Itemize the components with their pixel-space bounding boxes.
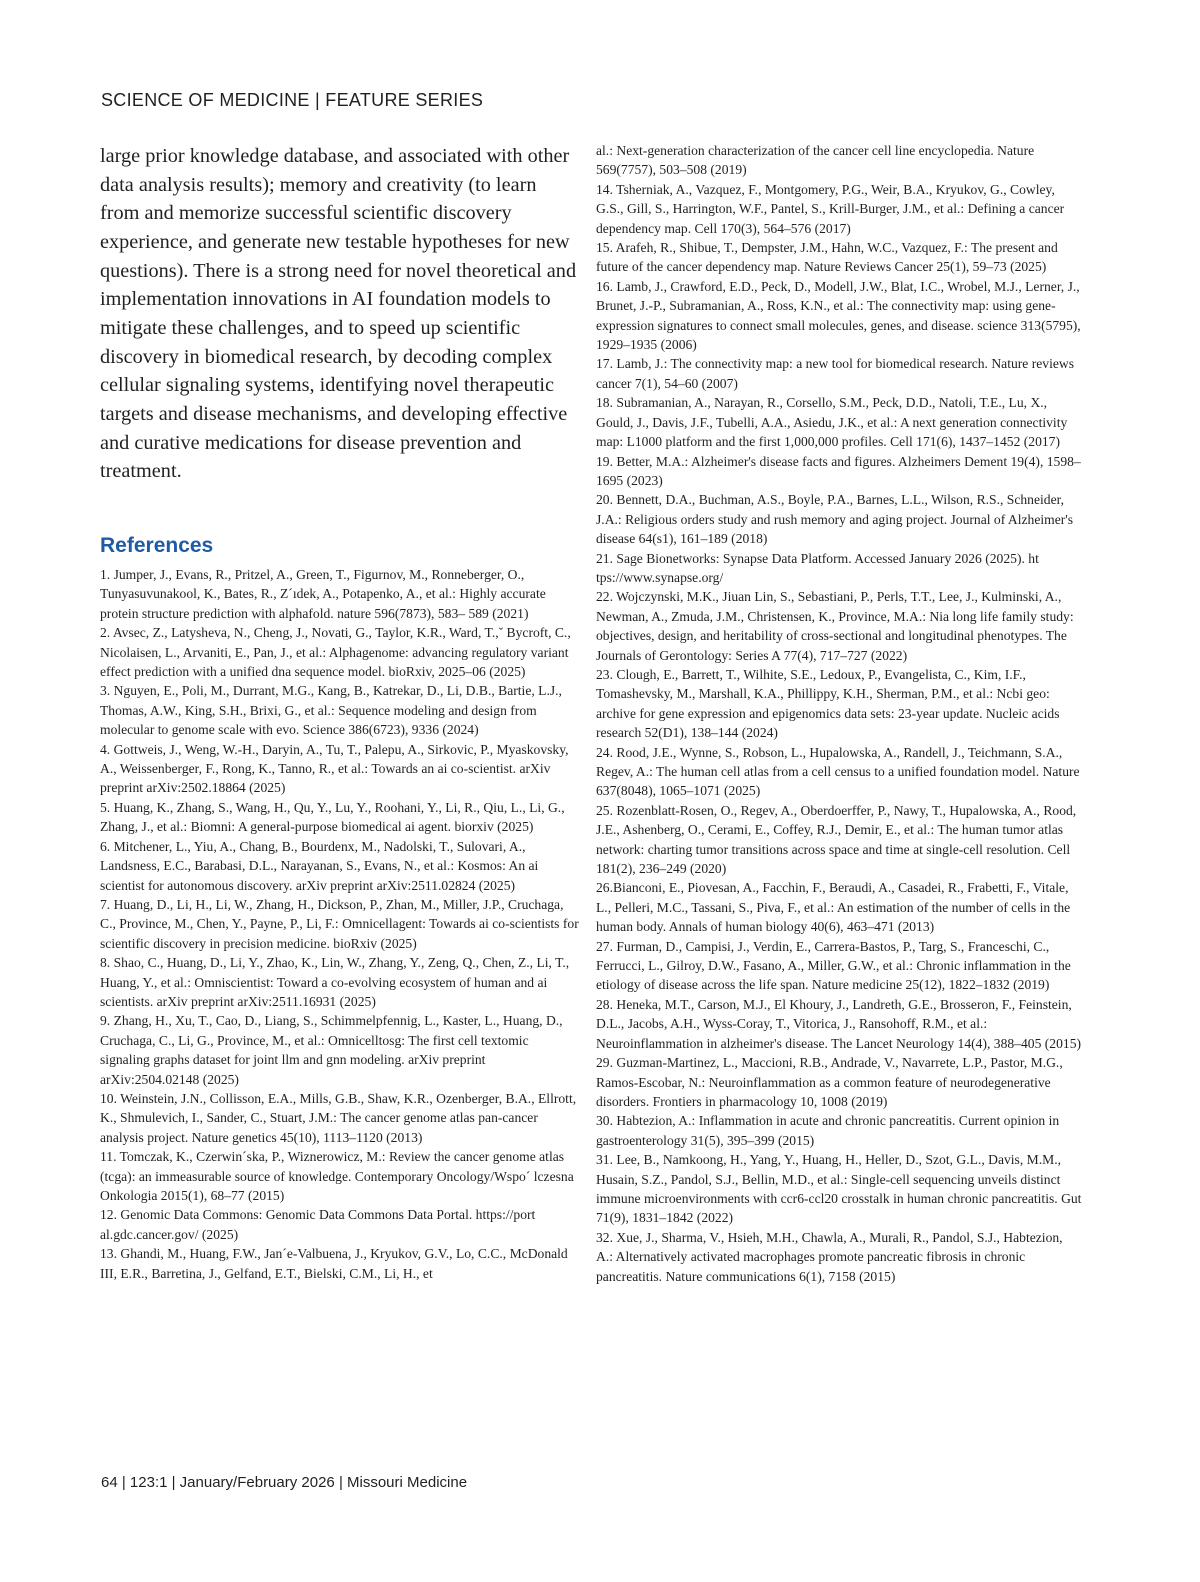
reference-item: 5. Huang, K., Zhang, S., Wang, H., Qu, Y., Lu, Y., Roohani, Y., Li, R., Qiu, L., Li, G., Zhang, J., et al.: Biomni: A general-purpose biomedical ai agent. biorxiv (2025): [100, 799, 565, 835]
reference-item: 29. Guzman-Martinez, L., Maccioni, R.B., Andrade, V., Navarrete, L.P., Pastor, M.G., Ramos-Escobar, N.: Neuroinflammation as a common feature of neurodegenerative disorders. Frontiers in pharmacology 10, 1008 (2019): [596, 1055, 1063, 1109]
reference-item: 30. Habtezion, A.: Inflammation in acute and chronic pancreatitis. Current opinion in gastroenterology 31(5), 395–399 (2015): [596, 1113, 1060, 1148]
running-header: SCIENCE OF MEDICINE | FEATURE SERIES: [101, 90, 484, 110]
reference-item: 13. Ghandi, M., Huang, F.W., Jan´e-Valbuena, J., Kryukov, G.V., Lo, C.C., McDonald III, E.R., Barretina, J., Gelfand, E.T., Bielski, C.M., Li, H., et: [100, 1246, 568, 1281]
reference-item: 1. Jumper, J., Evans, R., Pritzel, A., Green, T., Figurnov, M., Ronneberger, O., Tunyasuvunakool, K., Bates, R., Z´ıdek, A., Potapenko, A., et al.: Highly accurate protein structure prediction with alphafold. nature 596(7873), 583– 589 (2021): [100, 567, 546, 621]
reference-item: 32. Xue, J., Sharma, V., Hsieh, M.H., Chawla, A., Murali, R., Pandol, S.J., Habtezion, A.: Alternatively activated macrophages promote pancreatic fibrosis in chronic pancreatitis. Nature communications 6(1), 7158 (2015): [596, 1229, 1063, 1284]
reference-item: 7. Huang, D., Li, H., Li, W., Zhang, H., Dickson, P., Zhan, M., Miller, J.P., Cruchaga, C., Province, M., Chen, Y., Payne, P., Li, F.: Omnicellagent: Towards ai co-scientists for scientific discovery in precision medicine. bioRxiv (2025): [100, 896, 579, 951]
reference-item: 25. Rozenblatt-Rosen, O., Regev, A., Oberdoerffer, P., Nawy, T., Hupalowska, A., Rood, J.E., Ashenberg, O., Cerami, E., Coffey, R.J., Demir, E., et al.: The human tumor atlas network: charting tumor transitions across space and time at single-cell resolution. Cell 181(2), 236–249 (2020): [596, 802, 1077, 877]
reference-item: 24. Rood, J.E., Wynne, S., Robson, L., Hupalowska, A., Randell, J., Teichmann, S.A., Regev, A.: The human cell atlas from a cell census to a unified foundation model. Nature 637(8048), 1065–1071 (2025): [596, 744, 1080, 799]
reference-item: 14. Tsherniak, A., Vazquez, F., Montgomery, P.G., Weir, B.A., Kryukov, G., Cowley, G.S., Gill, S., Harrington, W.F., Pantel, S., Krill-Burger, J.M., et al.: Defining a cancer dependency map. Cell 170(3), 564–576 (2017): [596, 181, 1065, 236]
reference-item: 3. Nguyen, E., Poli, M., Durrant, M.G., Kang, B., Katrekar, D., Li, D.B., Bartie, L.J., Thomas, A.W., King, S.H., Brixi, G., et al.: Sequence modeling and design from molecular to genome scale with evo. Science 386(6723), 9336 (2024): [100, 683, 562, 738]
reference-item: 8. Shao, C., Huang, D., Li, Y., Zhao, K., Lin, W., Zhang, Y., Zeng, Q., Chen, Z., Li, T., Huang, Y., et al.: Omniscientist: Toward a co-evolving ecosystem of human and ai scientists. arXiv preprint arXiv:2511.16931 (2025): [100, 955, 570, 1009]
reference-item: 6. Mitchener, L., Yiu, A., Chang, B., Bourdenx, M., Nadolski, T., Sulovari, A., Landsness, E.C., Barabasi, D.L., Narayanan, S., Evans, N., et al.: Kosmos: An ai scientist for autonomous discovery. arXiv preprint arXiv:2511.02824 (2025): [100, 838, 539, 893]
reference-item: 19. Better, M.A.: Alzheimer's disease facts and figures. Alzheimers Dement 19(4), 1598–1695 (2023): [596, 453, 1081, 488]
references-list-left: [100, 565, 580, 1283]
reference-item: 20. Bennett, D.A., Buchman, A.S., Boyle, P.A., Barnes, L.L., Wilson, R.S., Schneider, J.A.: Religious orders study and rush memory and aging project. Journal of Alzheimer's disease 64(s1), 161–189 (2018): [596, 492, 1074, 547]
reference-item: 23. Clough, E., Barrett, T., Wilhite, S.E., Ledoux, P., Evangelista, C., Kim, I.F., Tomashevsky, M., Marshall, K.A., Phillippy, K.H., Sherman, P.M., et al.: Ncbi geo: archive for gene expression and epigenomics data sets: 23-year update. Nucleic acids research 52(D1), 138–144 (2024): [596, 666, 1060, 741]
body-paragraph: large prior knowledge database, and associated with other data analysis results); memory and creativity (to learn from and memorize successful scientific discovery experience, and generate new testable hypotheses for new questions). There is a strong need for novel theoretical and implementation innovations in AI foundation models to mitigate these challenges, and to speed up scientific discovery in biomedical research, by decoding complex cellular signaling systems, identifying novel therapeutic targets and disease mechanisms, and developing effective and curative medications for disease prevention and treatment.: [100, 145, 577, 483]
reference-item: 10. Weinstein, J.N., Collisson, E.A., Mills, G.B., Shaw, K.R., Ozenberger, B.A., Ellrott, K., Shmulevich, I., Sander, C., Stuart, J.M.: The cancer genome atlas pan-cancer analysis project. Nature genetics 45(10), 1113–1120 (2013): [100, 1090, 577, 1145]
reference-item: 12. Genomic Data Commons: Genomic Data Commons Data Portal. https://port al.gdc.cancer.gov/ (2025): [100, 1207, 536, 1242]
reference-item: 17. Lamb, J.: The connectivity map: a new tool for biomedical research. Nature reviews cancer 7(1), 54–60 (2007): [596, 356, 1075, 391]
reference-item: 15. Arafeh, R., Shibue, T., Dempster, J.M., Hahn, W.C., Vazquez, F.: The present and future of the cancer dependency map. Nature Reviews Cancer 25(1), 59–73 (2025): [596, 240, 1058, 275]
reference-item: 11. Tomczak, K., Czerwin´ska, P., Wiznerowicz, M.: Review the cancer genome atlas (tcga): an immeasurable source of knowledge. Contemporary Oncology/Wspo´ lczesna Onkologia 2015(1), 68–77 (2015): [100, 1149, 574, 1203]
reference-item: 31. Lee, B., Namkoong, H., Yang, Y., Huang, H., Heller, D., Szot, G.L., Davis, M.M., Husain, S.Z., Pandol, S.J., Bellin, M.D., et al.: Single-cell sequencing unveils distinct immune microenvironments with ccr6-ccl20 crosstalk in human chronic pancreatitis. Gut 71(9), 1831–1842 (2022): [596, 1152, 1082, 1226]
reference-item: 18. Subramanian, A., Narayan, R., Corsello, S.M., Peck, D.D., Natoli, T.E., Lu, X., Gould, J., Davis, J.F., Tubelli, A.A., Asiedu, J.K., et al.: A next generation connectivity map: L1000 platform and the first 1,000,000 profiles. Cell 171(6), 1437–1452 (2017): [596, 395, 1068, 450]
body-column: [100, 142, 578, 486]
reference-item: 22. Wojczynski, M.K., Jiuan Lin, S., Sebastiani, P., Perls, T.T., Lee, J., Kulminski, A., Newman, A., Zmuda, J.M., Christensen, K., Province, M.A.: Nia long life family study: objectives, design, and heritability of cross-sectional and longitudinal phenotypes. The Journals of Gerontology: Series A 77(4), 717–727 (2022): [596, 589, 1074, 663]
references-list-right: [596, 141, 1082, 1286]
reference-item: 21. Sage Bionetworks: Synapse Data Platform. Accessed January 2026 (2025). ht tps://www.synapse.org/: [596, 550, 1039, 585]
reference-item: 28. Heneka, M.T., Carson, M.J., El Khoury, J., Landreth, G.E., Brosseron, F., Feinstein, D.L., Jacobs, A.H., Wyss-Coray, T., Vitorica, J., Ransohoff, R.M., et al.: Neuroinflammation in alzheimer's disease. The Lancet Neurology 14(4), 388–405 (2015): [596, 996, 1082, 1051]
reference-item: 4. Gottweis, J., Weng, W.-H., Daryin, A., Tu, T., Palepu, A., Sirkovic, P., Myaskovsky, A., Weissenberger, F., Rong, K., Tanno, R., et al.: Towards an ai co-scientist. arXiv preprint arXiv:2502.18864 (2025): [100, 741, 569, 796]
reference-item: 27. Furman, D., Campisi, J., Verdin, E., Carrera-Bastos, P., Targ, S., Franceschi, C., Ferrucci, L., Gilroy, D.W., Fasano, A., Miller, G.W., et al.: Chronic inflammation in the etiology of disease across the life span. Nature medicine 25(12), 1822–1832 (2019): [596, 938, 1071, 993]
references-heading: References: [100, 534, 214, 557]
reference-item: 9. Zhang, H., Xu, T., Cao, D., Liang, S., Schimmelpfennig, L., Kaster, L., Huang, D., Cruchaga, C., Li, G., Province, M., et al.: Omnicelltosg: The first cell textomic signaling graphs dataset for joint llm and gnn modeling. arXiv preprint arXiv:2504.02148 (2025): [100, 1013, 563, 1087]
page-footer: 64 | 123:1 | January/February 2026 | Missouri Medicine: [101, 1474, 468, 1491]
reference-item: 2. Avsec, Z., Latysheva, N., Cheng, J., Novati, G., Taylor, K.R., Ward, T.,ˇ Bycroft, C., Nicolaisen, L., Arvaniti, E., Pan, J., et al.: Alphagenome: advancing regulatory variant effect prediction with a unified dna sequence model. bioRxiv, 2025–06 (2025): [100, 625, 571, 680]
reference-item: 16. Lamb, J., Crawford, E.D., Peck, D., Modell, J.W., Blat, I.C., Wrobel, M.J., Lerner, J., Brunet, J.-P., Subramanian, A., Ross, K.N., et al.: The connectivity map: using gene-expression signatures to connect small molecules, genes, and disease. science 313(5795), 1929–1935 (2006): [596, 278, 1081, 353]
reference-item: 26.Bianconi, E., Piovesan, A., Facchin, F., Beraudi, A., Casadei, R., Frabetti, F., Vitale, L., Pelleri, M.C., Tassani, S., Piva, F., et al.: An estimation of the number of cells in the human body. Annals of human biology 40(6), 463–471 (2013): [596, 880, 1071, 935]
reference-item: al.: Next-generation characterization of the cancer cell line encyclopedia. Nature 569(7757), 503–508 (2019): [596, 143, 1035, 178]
